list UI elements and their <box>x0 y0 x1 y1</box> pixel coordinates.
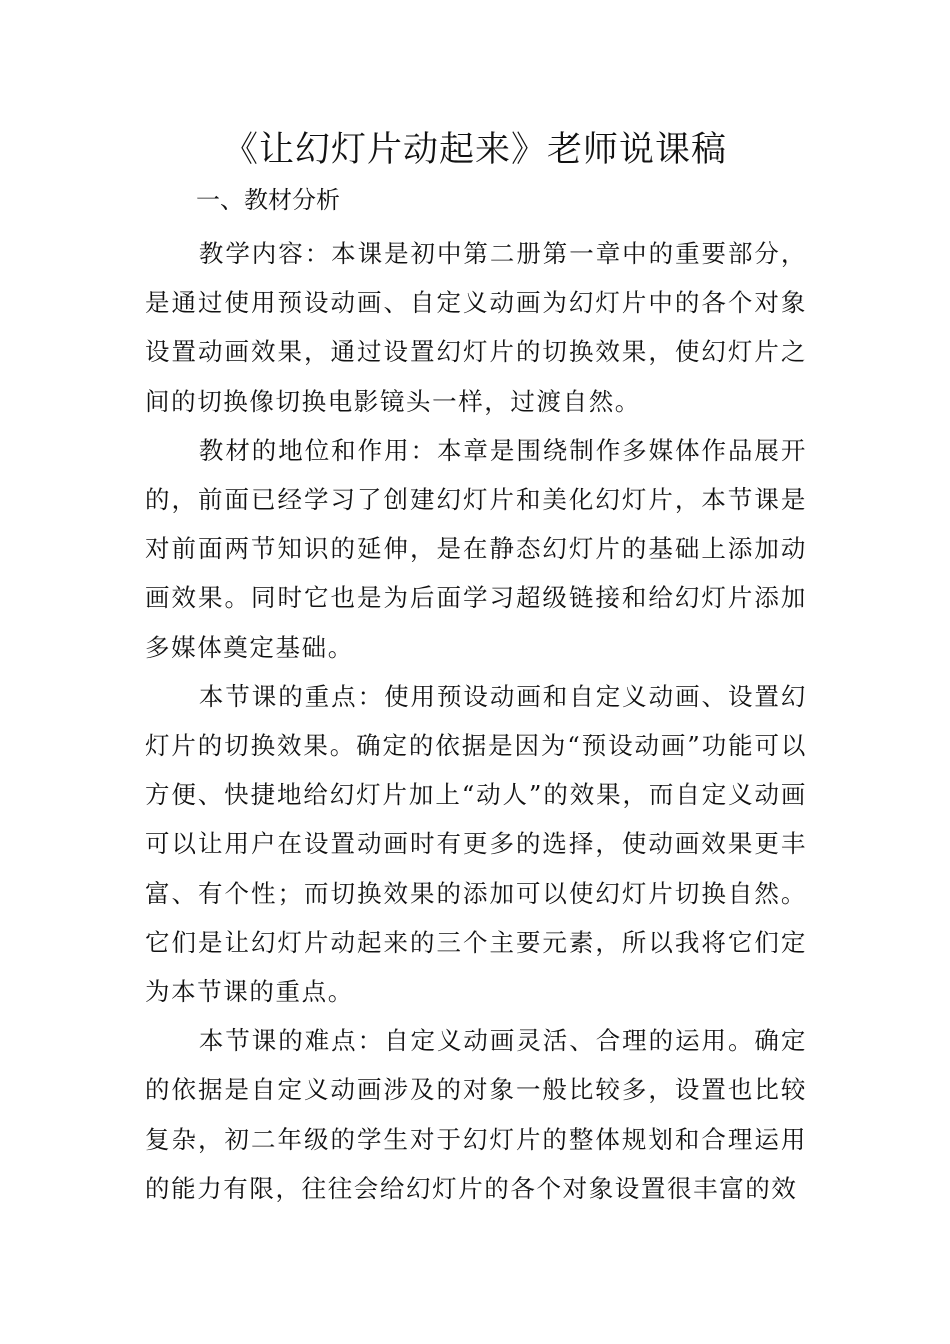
document-body <box>145 229 807 1213</box>
section-heading: 一、教材分析 <box>196 186 340 214</box>
paragraph-role-of-material: 教材的地位和作用：本章是围绕制作多媒体作品展开的，前面已经学习了创建幻灯片和美化幻灯片，本节课是对前面两节知识的延伸，是在静态幻灯片的基础上添加动画效果。同时它也是为后面学习超级链接和给幻灯片添加多媒体奠定基础。 <box>145 435 807 662</box>
document-title: 《让幻灯片动起来》老师说课稿 <box>222 130 727 170</box>
paragraph-key-points: 本节课的重点：使用预设动画和自定义动画、设置幻灯片的切换效果。确定的依据是因为“预设动画”功能可以方便、快捷地给幻灯片加上“动人”的效果，而自定义动画可以让用户在设置动画时有更多的选择，使动画效果更丰富、有个性；而切换效果的添加可以使幻灯片切换自然。它们是让幻灯片动起来的三个主要元素，所以我将它们定为本节课的重点。 <box>145 681 807 1007</box>
paragraph-teaching-content: 教学内容：本课是初中第二册第一章中的重要部分，是通过使用预设动画、自定义动画为幻灯片中的各个对象设置动画效果，通过设置幻灯片的切换效果，使幻灯片之间的切换像切换电影镜头一样，过渡自然。 <box>145 239 807 416</box>
paragraph-difficulties: 本节课的难点：自定义动画灵活、合理的运用。确定的依据是自定义动画涉及的对象一般比较多，设置也比较复杂，初二年级的学生对于幻灯片的整体规划和合理运用的能力有限，往往会给幻灯片的各个对象设置很丰富的效 <box>145 1026 807 1203</box>
